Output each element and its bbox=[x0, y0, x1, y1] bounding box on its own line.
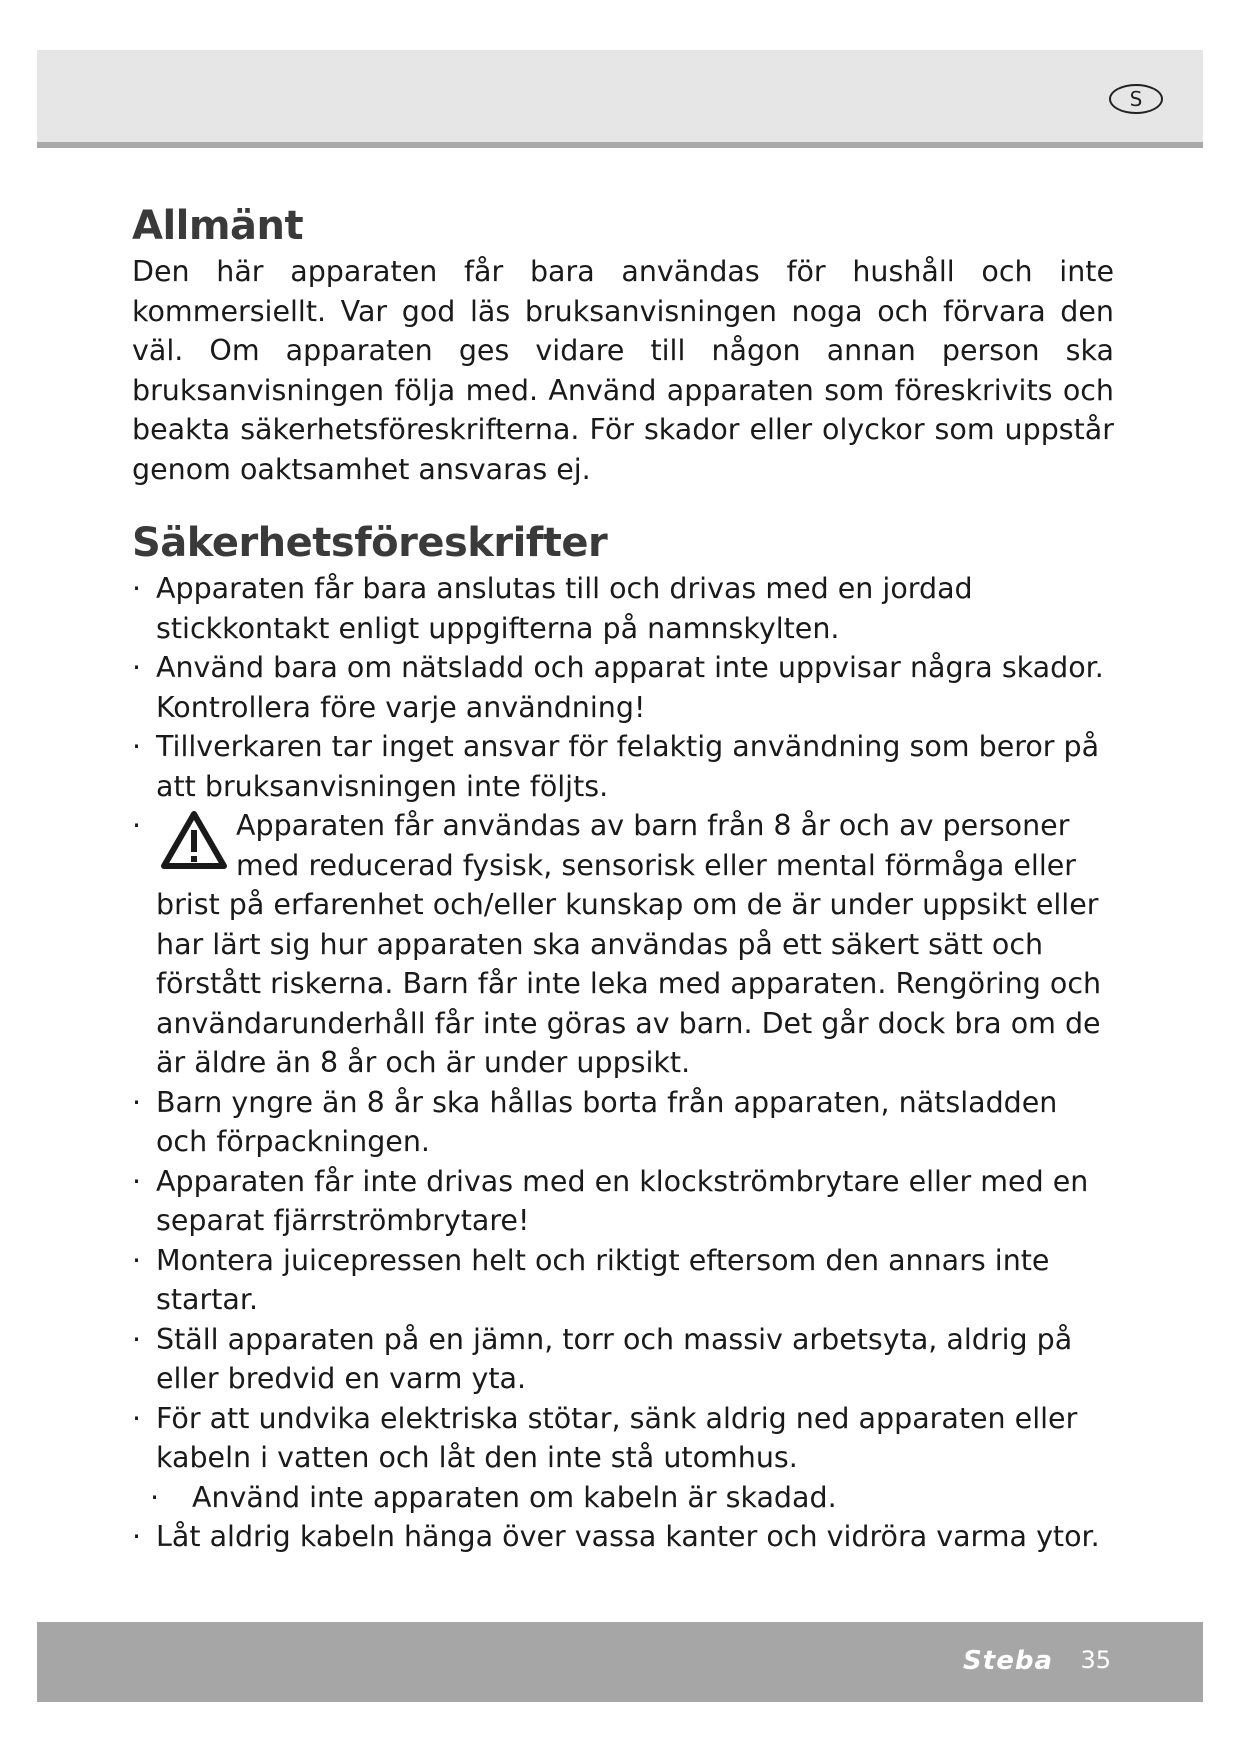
page-content bbox=[132, 200, 1114, 1557]
general-paragraph: Den här apparaten får bara användas för hushåll och inte kommersiellt. Var god läs bruksanvisningen noga och förvara den väl. Om apparaten ges vidare till någon annan person ska bruksanvisningen följa med. Använd apparaten som föreskrivits och beakta säkerhetsföreskrifterna. För skador eller olyckor som uppstår genom oaktsamhet ansvaras ej. bbox=[132, 255, 1114, 486]
list-item: · Tillverkaren tar inget ansvar för felaktig användning som beror på att bruksanvisningen inte följts. bbox=[132, 730, 1100, 803]
page-number: 35 bbox=[1080, 1646, 1111, 1674]
list-item: · Låt aldrig kabeln hänga över vassa kanter och vidröra varma ytor. bbox=[132, 1520, 1100, 1553]
page-header bbox=[37, 50, 1203, 148]
list-item: · Apparaten får inte drivas med en klockströmbrytare eller med en separat fjärrströmbrytare! bbox=[132, 1164, 1089, 1237]
list-item: · Använd inte apparaten om kabeln är skadad. bbox=[150, 1480, 837, 1514]
section-title-general: Allmänt bbox=[132, 203, 304, 249]
brand-logo: Steba bbox=[963, 1646, 1053, 1676]
list-item: · Barn yngre än 8 år ska hållas borta från apparaten, nätsladden och förpackningen. bbox=[132, 1085, 1058, 1158]
warning-triangle-icon bbox=[160, 810, 228, 872]
list-item: · Apparaten får bara anslutas till och drivas med en jordad stickkontakt enligt uppgifterna på namnskylten. bbox=[132, 572, 973, 645]
list-item: · Montera juicepressen helt och riktigt eftersom den annars inte startar. bbox=[132, 1243, 1050, 1316]
list-item: · Använd bara om nätsladd och apparat inte uppvisar några skador. Kontrollera före varje användning! bbox=[132, 651, 1104, 724]
section-title-safety: Säkerhetsföreskrifter bbox=[132, 520, 608, 566]
safety-list bbox=[132, 569, 1114, 1557]
page-footer bbox=[37, 1622, 1203, 1702]
list-item: · För att undvika elektriska stötar, sänk aldrig ned apparaten eller kabeln i vatten och låt den inte stå utomhus. bbox=[132, 1401, 1078, 1474]
list-item-warning: · Apparaten får användas av barn från 8 år och av personer med reducerad fysisk, sensorisk eller mental förmåga eller brist på erfarenhet och/eller kunskap om de är under uppsikt eller har lärt sig hur apparaten ska användas på ett säkert sätt och förstått riskerna. Barn får inte leka med apparaten. Rengöring och användarunderhåll får inte göras av barn. Det går dock bra om de är äldre än 8 år och är under uppsikt. bbox=[132, 809, 1102, 1079]
list-item: · Ställ apparaten på en jämn, torr och massiv arbetsyta, aldrig på eller bredvid en varm yta. bbox=[132, 1322, 1073, 1395]
language-badge: S bbox=[1109, 84, 1163, 114]
